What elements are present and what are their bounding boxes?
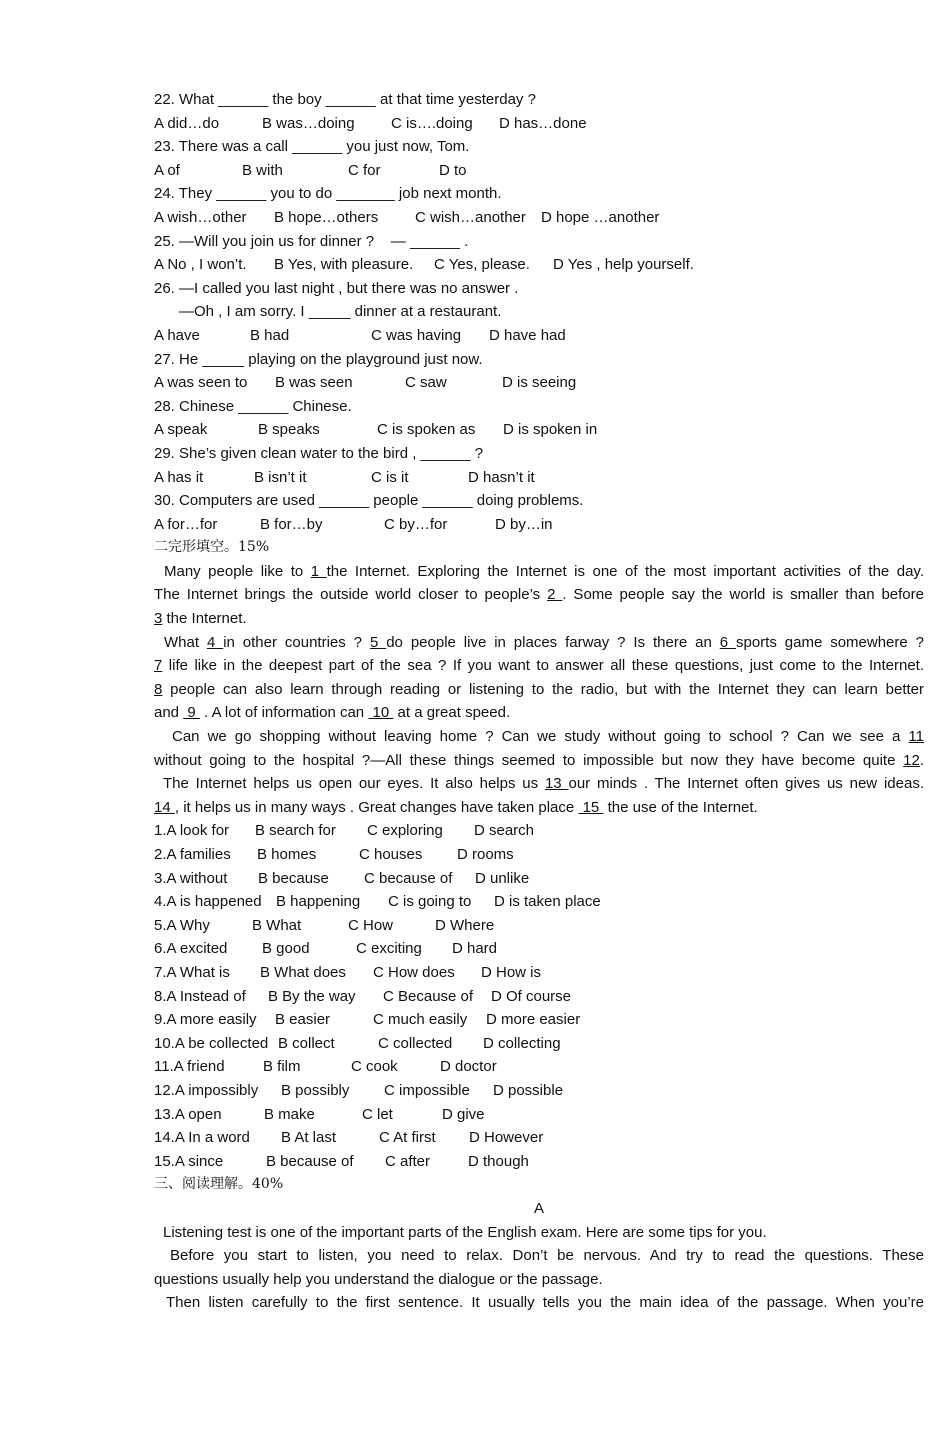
answer-option: D How is <box>481 963 542 981</box>
answer-option: B What does <box>260 963 346 981</box>
answer-option: A has it <box>154 468 204 486</box>
passage-text: Can we go shopping without leaving home ? Can we study without going to school ? Can we see a <box>172 728 909 746</box>
answer-option: D search <box>474 822 535 840</box>
cloze-option-row <box>154 1126 924 1150</box>
question-options <box>154 466 924 490</box>
blank-number: 6 <box>719 633 736 651</box>
cloze-heading: 二完形填空。15% <box>154 539 270 556</box>
exam-page <box>154 88 924 1315</box>
answer-option: C Because of <box>383 987 474 1005</box>
cloze-option-row <box>154 1079 924 1103</box>
answer-option: A have <box>154 326 200 344</box>
answer-option: B possibly <box>281 1081 350 1099</box>
answer-option: B easier <box>275 1011 331 1029</box>
answer-option: C At first <box>379 1129 436 1147</box>
answer-option: B good <box>262 940 310 958</box>
answer-option: B for…by <box>260 515 323 533</box>
passage-text: the Internet. <box>162 610 247 628</box>
answer-option: D give <box>442 1105 485 1123</box>
cloze-line <box>154 725 924 749</box>
cloze-line <box>154 631 924 655</box>
answer-option: B because of <box>266 1152 354 1170</box>
answer-option: D hasn’t it <box>468 468 535 486</box>
answer-option: B was seen <box>275 374 353 392</box>
answer-option: 7.A What is <box>154 963 230 981</box>
answer-option: 6.A excited <box>154 940 228 958</box>
answer-option: 15.A since <box>154 1152 224 1170</box>
answer-option: C collected <box>378 1034 453 1052</box>
answer-option: B homes <box>257 846 317 863</box>
answer-option: 3.A without <box>154 869 228 887</box>
cloze-option-row <box>154 961 924 985</box>
cloze-option-row <box>154 937 924 961</box>
passage-text: without going to the hospital ?—All these things seemed to impossible but now they have become quite <box>154 751 904 769</box>
answer-option: 1.A look for <box>154 822 230 840</box>
answer-option: B film <box>263 1058 301 1076</box>
blank-number: 13 <box>544 775 569 793</box>
answer-option: C exciting <box>356 940 422 958</box>
multiple-choice-section <box>154 88 924 536</box>
answer-option: 13.A open <box>154 1105 222 1123</box>
question-options <box>154 206 924 230</box>
blank-number: 8 <box>154 680 163 698</box>
cloze-option-row <box>154 819 924 843</box>
answer-option: C for <box>348 161 381 179</box>
answer-option: B had <box>250 326 290 344</box>
question-text: 22. What ______ the boy ______ at that time yesterday ? <box>154 91 536 108</box>
cloze-option-row <box>154 1150 924 1174</box>
passage-text: at a great speed. <box>393 704 511 722</box>
answer-option: D more easier <box>486 1011 581 1029</box>
answer-option: D is seeing <box>502 374 577 392</box>
answer-option: C after <box>385 1152 431 1170</box>
answer-option: D has…done <box>499 114 587 132</box>
answer-option: C saw <box>405 374 447 392</box>
blank-number: 14 <box>154 798 175 816</box>
answer-option: 2.A families <box>154 846 231 863</box>
cloze-line <box>154 583 924 607</box>
answer-option: C because of <box>364 869 453 887</box>
blank-number: 10 <box>368 704 394 722</box>
answer-option: D is taken place <box>494 893 601 911</box>
cloze-line <box>154 560 924 584</box>
cloze-option-row <box>154 1103 924 1127</box>
answer-option: D collecting <box>483 1034 561 1052</box>
answer-option: C much easily <box>373 1011 468 1029</box>
reading-section-label: A <box>533 1199 544 1217</box>
reading-heading: 三、阅读理解。40% <box>154 1176 284 1193</box>
question-options <box>154 418 924 442</box>
question-options <box>154 513 924 537</box>
answer-option: B collect <box>278 1034 335 1052</box>
answer-option: D doctor <box>440 1058 497 1076</box>
question-text: 29. She’s given clean water to the bird , ______ ? <box>154 444 484 462</box>
answer-option: B At last <box>281 1129 337 1147</box>
answer-option: D unlike <box>475 869 530 887</box>
answer-option: C is spoken as <box>377 421 476 439</box>
blank-number: 15 <box>578 798 604 816</box>
reading-paragraph-2a: Before you start to listen, you need to relax. Don’t be nervous. And try to read the questions. These <box>170 1247 924 1265</box>
reading-paragraph-3: Then listen carefully to the first sentence. It usually tells you the main idea of the passage. When you’re <box>166 1294 924 1312</box>
blank-number: 2 <box>547 586 563 604</box>
answer-option: C How does <box>373 963 455 981</box>
question-text: 23. There was a call ______ you just now, Tom. <box>154 138 470 156</box>
answer-option: B with <box>242 161 283 179</box>
passage-text: , it helps us in many ways . Great changes have taken place <box>174 798 579 816</box>
answer-option: 11.A friend <box>154 1058 225 1076</box>
question-options <box>154 253 924 277</box>
cloze-option-row <box>154 1055 924 1079</box>
answer-option: A speak <box>154 421 208 439</box>
cloze-line <box>154 678 924 702</box>
passage-text: the Internet. Exploring the Internet is one of the most important activities of the day. <box>326 562 924 580</box>
answer-option: 10.A be collected <box>154 1034 269 1052</box>
answer-option: B What <box>252 916 302 934</box>
passage-text: . Some people say the world is smaller than before <box>562 586 924 604</box>
blank-number: 9 <box>183 704 200 722</box>
cloze-line <box>154 701 924 725</box>
answer-option: 14.A In a word <box>154 1129 250 1147</box>
answer-option: D Where <box>435 916 495 934</box>
answer-option: D hope …another <box>541 208 660 226</box>
question-options <box>154 159 924 183</box>
answer-option: B make <box>264 1105 315 1123</box>
blank-number: 11 <box>908 728 924 746</box>
answer-option: B hope…others <box>274 208 379 226</box>
answer-option: B By the way <box>268 987 356 1005</box>
question-text: 25. —Will you join us for dinner ? — ______ . <box>154 232 469 250</box>
answer-option: D hard <box>452 940 498 958</box>
answer-option: D Yes , help yourself. <box>553 256 694 274</box>
cloze-option-row <box>154 867 924 891</box>
cloze-line <box>154 654 924 678</box>
question-options <box>154 112 924 136</box>
passage-text: the use of the Internet. <box>603 798 758 816</box>
answer-option: C houses <box>359 846 423 863</box>
blank-number: 12 <box>903 751 920 769</box>
passage-text: What <box>164 633 207 651</box>
question-options <box>154 324 924 348</box>
answer-option: A was seen to <box>154 374 248 392</box>
passage-text: our minds . The Internet often gives us new ideas. <box>568 775 924 793</box>
answer-option: D by…in <box>495 515 553 533</box>
answer-option: D is spoken in <box>503 421 598 439</box>
reading-paragraph-1: Listening test is one of the important parts of the English exam. Here are some tips for you. <box>163 1223 767 1241</box>
blank-number: 1 <box>310 562 327 580</box>
answer-option: D rooms <box>457 846 514 863</box>
answer-option: C Yes, please. <box>434 256 530 274</box>
passage-text: do people live in places farway ? Is there an <box>386 633 720 651</box>
cloze-line <box>154 749 924 773</box>
passage-text: The Internet helps us open our eyes. It also helps us <box>163 775 545 793</box>
answer-option: C cook <box>351 1058 398 1076</box>
answer-option: D However <box>469 1129 544 1147</box>
cloze-line <box>154 607 924 631</box>
question-text: 28. Chinese ______ Chinese. <box>154 397 352 415</box>
passage-text: . A lot of information can <box>199 704 369 722</box>
answer-option: 8.A Instead of <box>154 987 246 1005</box>
question-text: 27. He _____ playing on the playground just now. <box>154 350 483 368</box>
answer-option: B was…doing <box>262 114 355 132</box>
answer-option: 4.A is happened <box>154 893 262 911</box>
answer-option: A did…do <box>154 114 220 132</box>
cloze-options <box>154 819 924 1173</box>
answer-option: C wish…another <box>415 208 526 226</box>
cloze-option-row <box>154 985 924 1009</box>
question-text: 26. —I called you last night , but there was no answer . <box>154 279 519 297</box>
answer-option: C exploring <box>367 822 443 840</box>
answer-option: A of <box>154 161 180 179</box>
blank-number: 7 <box>154 657 163 675</box>
cloze-line <box>154 772 924 796</box>
answer-option: 9.A more easily <box>154 1011 257 1029</box>
answer-option: A for…for <box>154 515 218 533</box>
question-text-continued: —Oh , I am sorry. I _____ dinner at a restaurant. <box>179 303 502 321</box>
answer-option: B happening <box>276 893 361 911</box>
cloze-option-row <box>154 914 924 938</box>
blank-number: 3 <box>154 610 163 628</box>
question-text: 24. They ______ you to do _______ job next month. <box>154 185 502 203</box>
passage-text: and <box>154 704 184 722</box>
answer-option: D to <box>439 161 467 179</box>
answer-option: 5.A Why <box>154 916 210 934</box>
cloze-option-row <box>154 890 924 914</box>
answer-option: B search for <box>255 822 336 840</box>
answer-option: C impossible <box>384 1081 470 1099</box>
answer-option: C by…for <box>384 515 448 533</box>
answer-option: C is going to <box>388 893 472 911</box>
cloze-line <box>154 796 924 820</box>
answer-option: 12.A impossibly <box>154 1081 259 1099</box>
answer-option: B speaks <box>258 421 320 439</box>
blank-number: 4 <box>206 633 224 651</box>
passage-text: people can also learn through reading or listening to the radio, but with the Internet they can learn better <box>162 680 924 698</box>
answer-option: A wish…other <box>154 208 247 226</box>
cloze-option-row <box>154 1032 924 1056</box>
answer-option: B because <box>258 869 329 887</box>
blank-number: 5 <box>369 633 387 651</box>
answer-option: C is it <box>371 468 409 486</box>
passage-text: . <box>919 751 924 769</box>
passage-text: Many people like to <box>164 562 311 580</box>
cloze-option-row <box>154 843 924 867</box>
answer-option: D Of course <box>491 987 572 1005</box>
answer-option: C let <box>362 1105 393 1123</box>
answer-option: A No , I won’t. <box>154 256 247 274</box>
passage-text: in other countries ? <box>223 633 370 651</box>
passage-text: The Internet brings the outside world closer to people’s <box>154 586 548 604</box>
answer-option: B Yes, with pleasure. <box>274 256 414 274</box>
cloze-option-row <box>154 1008 924 1032</box>
passage-text: sports game somewhere ? <box>736 633 924 651</box>
reading-paragraph-2b: questions usually help you understand the dialogue or the passage. <box>154 1270 603 1288</box>
answer-option: D though <box>468 1152 529 1170</box>
answer-option: C is….doing <box>391 114 473 132</box>
answer-option: C was having <box>371 326 462 344</box>
answer-option: B isn’t it <box>254 468 307 486</box>
answer-option: C How <box>348 916 394 934</box>
answer-option: D have had <box>489 326 566 344</box>
cloze-passage <box>154 560 924 820</box>
answer-option: D possible <box>493 1081 564 1099</box>
passage-text: life like in the deepest part of the sea ? If you want to answer all these questions, just come to the Internet. <box>162 657 924 675</box>
question-options <box>154 371 924 395</box>
question-text: 30. Computers are used ______ people ______ doing problems. <box>154 492 584 510</box>
